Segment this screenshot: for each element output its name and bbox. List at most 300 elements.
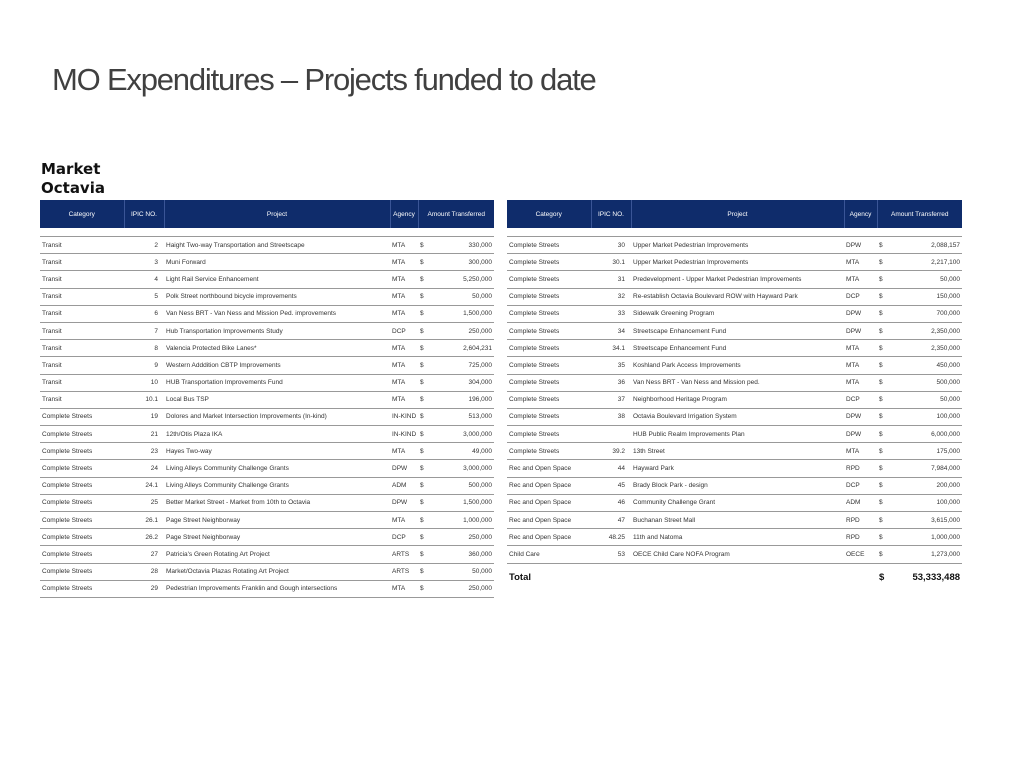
- row-ipic: 3: [124, 254, 164, 271]
- row-currency: $: [877, 494, 895, 511]
- row-currency: $: [418, 322, 434, 339]
- row-agency: DPW: [390, 460, 418, 477]
- row-amount: 450,000: [895, 357, 962, 374]
- row-currency: $: [418, 443, 434, 460]
- row-currency: $: [418, 580, 434, 597]
- row-amount: 50,000: [895, 391, 962, 408]
- row-currency: $: [418, 288, 434, 305]
- row-agency: MTA: [390, 512, 418, 529]
- row-project: Patricia's Green Rotating Art Project: [164, 546, 390, 563]
- projects-table-left: [40, 200, 494, 598]
- row-currency: $: [877, 443, 895, 460]
- row-ipic: 23: [124, 443, 164, 460]
- table-body: [40, 228, 494, 597]
- row-amount: 500,000: [895, 374, 962, 391]
- row-amount: 304,000: [434, 374, 494, 391]
- table-row: [507, 460, 962, 477]
- row-category: Transit: [40, 391, 124, 408]
- row-project: OECE Child Care NOFA Program: [631, 546, 844, 563]
- row-agency: MTA: [390, 305, 418, 322]
- header-ipic: IPIC NO.: [591, 200, 631, 228]
- row-agency: DPW: [390, 494, 418, 511]
- row-agency: ARTS: [390, 563, 418, 580]
- row-project: Pedestrian Improvements Franklin and Gough intersections: [164, 580, 390, 597]
- row-project: Hub Transportation Improvements Study: [164, 322, 390, 339]
- row-project: Octavia Boulevard Irrigation System: [631, 408, 844, 425]
- row-category: Transit: [40, 254, 124, 271]
- row-ipic: 36: [591, 374, 631, 391]
- header-amount: Amount Transferred: [877, 200, 962, 228]
- table-row: [40, 271, 494, 288]
- row-project: Hayes Two-way: [164, 443, 390, 460]
- row-currency: $: [877, 426, 895, 443]
- row-project: Brady Block Park - design: [631, 477, 844, 494]
- row-amount: 700,000: [895, 305, 962, 322]
- row-project: Sidewalk Greening Program: [631, 305, 844, 322]
- row-currency: $: [418, 254, 434, 271]
- row-project: Page Street Neighborway: [164, 512, 390, 529]
- row-ipic: 24: [124, 460, 164, 477]
- row-project: Re-establish Octavia Boulevard ROW with Hayward Park: [631, 288, 844, 305]
- row-category: Complete Streets: [40, 580, 124, 597]
- row-ipic: 37: [591, 391, 631, 408]
- row-project: Light Rail Service Enhancement: [164, 271, 390, 288]
- row-amount: 6,000,000: [895, 426, 962, 443]
- row-agency: DPW: [844, 408, 877, 425]
- row-project: HUB Public Realm Improvements Plan: [631, 426, 844, 443]
- header-category: Category: [507, 200, 591, 228]
- row-ipic: 8: [124, 340, 164, 357]
- page-title: MO Expenditures – Projects funded to date: [52, 62, 596, 97]
- spacer-row: [507, 228, 962, 237]
- row-amount: 250,000: [434, 580, 494, 597]
- row-agency: MTA: [844, 357, 877, 374]
- row-ipic: 10.1: [124, 391, 164, 408]
- table-row: [507, 494, 962, 511]
- row-amount: 1,273,000: [895, 546, 962, 563]
- table-row: [507, 443, 962, 460]
- table-row: [507, 529, 962, 546]
- row-category: Complete Streets: [40, 529, 124, 546]
- row-agency: ADM: [844, 494, 877, 511]
- row-project: Van Ness BRT - Van Ness and Mission Ped. improvements: [164, 305, 390, 322]
- table-row: [40, 443, 494, 460]
- row-agency: DCP: [844, 391, 877, 408]
- row-agency: OECE: [844, 546, 877, 563]
- row-currency: $: [418, 460, 434, 477]
- table-row: [40, 357, 494, 374]
- table-row: [40, 563, 494, 580]
- row-agency: DCP: [844, 288, 877, 305]
- row-project: 13th Street: [631, 443, 844, 460]
- row-category: Transit: [40, 340, 124, 357]
- row-currency: $: [418, 391, 434, 408]
- row-currency: $: [877, 374, 895, 391]
- row-category: Rec and Open Space: [507, 460, 591, 477]
- row-ipic: 28: [124, 563, 164, 580]
- table-row: [507, 426, 962, 443]
- row-ipic: 5: [124, 288, 164, 305]
- row-amount: 500,000: [434, 477, 494, 494]
- table-row: [40, 254, 494, 271]
- row-amount: 513,000: [434, 408, 494, 425]
- total-amount: 53,333,488: [912, 572, 961, 584]
- row-agency: DPW: [844, 322, 877, 339]
- row-project: Predevelopment - Upper Market Pedestrian Improvements: [631, 271, 844, 288]
- row-currency: $: [877, 357, 895, 374]
- row-amount: 100,000: [895, 494, 962, 511]
- row-project: 12th/Otis Plaza IKA: [164, 426, 390, 443]
- row-category: Complete Streets: [507, 374, 591, 391]
- table-row: [40, 305, 494, 322]
- row-category: Complete Streets: [40, 408, 124, 425]
- row-currency: $: [877, 529, 895, 546]
- table-row: [507, 340, 962, 357]
- table-row: [507, 374, 962, 391]
- row-project: Muni Forward: [164, 254, 390, 271]
- row-currency: $: [877, 391, 895, 408]
- row-project: Van Ness BRT - Van Ness and Mission ped.: [631, 374, 844, 391]
- row-currency: $: [418, 529, 434, 546]
- row-project: Valencia Protected Bike Lanes*: [164, 340, 390, 357]
- row-ipic: 9: [124, 357, 164, 374]
- row-amount: 196,000: [434, 391, 494, 408]
- row-ipic: 46: [591, 494, 631, 511]
- row-ipic: 53: [591, 546, 631, 563]
- row-project: Better Market Street - Market from 10th to Octavia: [164, 494, 390, 511]
- row-amount: 50,000: [895, 271, 962, 288]
- row-ipic: 6: [124, 305, 164, 322]
- row-project: Polk Street northbound bicycle improvements: [164, 288, 390, 305]
- row-currency: $: [877, 340, 895, 357]
- row-currency: $: [877, 512, 895, 529]
- table-row: [507, 288, 962, 305]
- row-agency: DCP: [390, 529, 418, 546]
- row-project: Community Challenge Grant: [631, 494, 844, 511]
- row-project: Koshland Park Access Improvements: [631, 357, 844, 374]
- row-ipic: 27: [124, 546, 164, 563]
- table-row: [40, 237, 494, 254]
- section-heading-line2: Octavia: [41, 179, 105, 197]
- row-currency: $: [418, 237, 434, 254]
- row-currency: $: [418, 477, 434, 494]
- table-row: [40, 546, 494, 563]
- row-ipic: 19: [124, 408, 164, 425]
- table-row: [40, 426, 494, 443]
- row-category: Rec and Open Space: [507, 477, 591, 494]
- row-category: Transit: [40, 271, 124, 288]
- row-amount: 360,000: [434, 546, 494, 563]
- table-row: [507, 322, 962, 339]
- row-ipic: [591, 426, 631, 443]
- row-category: Transit: [40, 357, 124, 374]
- row-currency: $: [418, 512, 434, 529]
- header-category: Category: [40, 200, 124, 228]
- row-amount: 250,000: [434, 322, 494, 339]
- row-agency: MTA: [390, 580, 418, 597]
- row-amount: 150,000: [895, 288, 962, 305]
- table-row: [507, 391, 962, 408]
- row-agency: MTA: [844, 271, 877, 288]
- row-ipic: 38: [591, 408, 631, 425]
- spacer-row: [40, 228, 494, 237]
- row-ipic: 26.1: [124, 512, 164, 529]
- header-agency: Agency: [390, 200, 418, 228]
- row-ipic: 33: [591, 305, 631, 322]
- table-body: [507, 228, 962, 563]
- row-project: Buchanan Street Mall: [631, 512, 844, 529]
- row-project: Living Alleys Community Challenge Grants: [164, 460, 390, 477]
- row-amount: 50,000: [434, 563, 494, 580]
- row-project: HUB Transportation Improvements Fund: [164, 374, 390, 391]
- row-ipic: 35: [591, 357, 631, 374]
- row-currency: $: [418, 563, 434, 580]
- row-agency: MTA: [390, 288, 418, 305]
- table-row: [507, 305, 962, 322]
- row-currency: $: [418, 408, 434, 425]
- row-project: Western Adddition CBTP Improvements: [164, 357, 390, 374]
- row-category: Complete Streets: [40, 494, 124, 511]
- row-category: Complete Streets: [507, 254, 591, 271]
- row-agency: MTA: [844, 340, 877, 357]
- row-amount: 3,000,000: [434, 426, 494, 443]
- projects-table-right: [507, 200, 962, 588]
- header-agency: Agency: [844, 200, 877, 228]
- row-ipic: 30.1: [591, 254, 631, 271]
- row-amount: 250,000: [434, 529, 494, 546]
- row-category: Complete Streets: [40, 477, 124, 494]
- section-heading-line1: Market: [41, 160, 101, 178]
- row-category: Complete Streets: [40, 443, 124, 460]
- row-currency: $: [877, 546, 895, 563]
- row-project: Living Alleys Community Challenge Grants: [164, 477, 390, 494]
- row-agency: DPW: [844, 426, 877, 443]
- table-row: [40, 408, 494, 425]
- row-project: Upper Market Pedestrian Improvements: [631, 254, 844, 271]
- row-ipic: 25: [124, 494, 164, 511]
- row-category: Complete Streets: [507, 443, 591, 460]
- row-amount: 200,000: [895, 477, 962, 494]
- row-category: Complete Streets: [507, 357, 591, 374]
- row-category: Transit: [40, 322, 124, 339]
- table-row: [40, 477, 494, 494]
- row-agency: MTA: [390, 374, 418, 391]
- row-agency: MTA: [844, 443, 877, 460]
- table-row: [507, 237, 962, 254]
- row-ipic: 32: [591, 288, 631, 305]
- row-agency: MTA: [390, 357, 418, 374]
- row-amount: 1,000,000: [434, 512, 494, 529]
- row-project: Page Street Neighborway: [164, 529, 390, 546]
- row-agency: DCP: [390, 322, 418, 339]
- row-amount: 2,088,157: [895, 237, 962, 254]
- row-project: Market/Octavia Plazas Rotating Art Project: [164, 563, 390, 580]
- row-ipic: 48.25: [591, 529, 631, 546]
- row-amount: 3,615,000: [895, 512, 962, 529]
- row-amount: 2,350,000: [895, 322, 962, 339]
- header-ipic: IPIC NO.: [124, 200, 164, 228]
- row-currency: $: [418, 305, 434, 322]
- row-category: Child Care: [507, 546, 591, 563]
- row-ipic: 2: [124, 237, 164, 254]
- table-row: [507, 254, 962, 271]
- row-amount: 2,604,231: [434, 340, 494, 357]
- row-ipic: 21: [124, 426, 164, 443]
- total-row: [507, 563, 962, 588]
- row-category: Rec and Open Space: [507, 494, 591, 511]
- row-agency: RPD: [844, 460, 877, 477]
- row-agency: DPW: [844, 237, 877, 254]
- row-ipic: 24.1: [124, 477, 164, 494]
- row-ipic: 4: [124, 271, 164, 288]
- table-row: [40, 494, 494, 511]
- row-project: Local Bus TSP: [164, 391, 390, 408]
- row-agency: ADM: [390, 477, 418, 494]
- row-amount: 1,000,000: [895, 529, 962, 546]
- row-category: Complete Streets: [40, 546, 124, 563]
- row-ipic: 31: [591, 271, 631, 288]
- row-agency: MTA: [390, 443, 418, 460]
- row-currency: $: [877, 305, 895, 322]
- row-currency: $: [418, 494, 434, 511]
- row-ipic: 47: [591, 512, 631, 529]
- table-row: [507, 408, 962, 425]
- row-agency: MTA: [390, 237, 418, 254]
- row-category: Complete Streets: [507, 305, 591, 322]
- row-amount: 300,000: [434, 254, 494, 271]
- header-project: Project: [631, 200, 844, 228]
- row-amount: 7,984,000: [895, 460, 962, 477]
- row-amount: 725,000: [434, 357, 494, 374]
- row-currency: $: [877, 408, 895, 425]
- row-amount: 175,000: [895, 443, 962, 460]
- row-currency: $: [877, 460, 895, 477]
- table-row: [40, 374, 494, 391]
- row-amount: 3,000,000: [434, 460, 494, 477]
- table-row: [40, 580, 494, 597]
- row-amount: 100,000: [895, 408, 962, 425]
- table-row: [40, 340, 494, 357]
- row-category: Complete Streets: [507, 288, 591, 305]
- row-agency: IN-KIND: [390, 408, 418, 425]
- table-row: [40, 529, 494, 546]
- row-ipic: 29: [124, 580, 164, 597]
- row-category: Transit: [40, 374, 124, 391]
- row-category: Complete Streets: [507, 237, 591, 254]
- row-currency: $: [418, 426, 434, 443]
- row-ipic: 30: [591, 237, 631, 254]
- row-agency: MTA: [390, 391, 418, 408]
- table-row: [507, 271, 962, 288]
- row-category: Complete Streets: [40, 563, 124, 580]
- row-currency: $: [418, 357, 434, 374]
- header-project: Project: [164, 200, 390, 228]
- row-currency: $: [877, 477, 895, 494]
- row-currency: $: [418, 271, 434, 288]
- row-agency: RPD: [844, 512, 877, 529]
- row-category: Transit: [40, 237, 124, 254]
- row-currency: $: [877, 237, 895, 254]
- table-row: [507, 357, 962, 374]
- table-row: [507, 546, 962, 563]
- row-category: Transit: [40, 305, 124, 322]
- total-currency: $: [879, 572, 885, 584]
- row-amount: 1,500,000: [434, 494, 494, 511]
- row-category: Transit: [40, 288, 124, 305]
- row-category: Complete Streets: [507, 322, 591, 339]
- row-agency: MTA: [844, 374, 877, 391]
- row-category: Complete Streets: [507, 340, 591, 357]
- table-header-row: [40, 200, 494, 228]
- row-currency: $: [418, 374, 434, 391]
- row-ipic: 45: [591, 477, 631, 494]
- row-currency: $: [877, 288, 895, 305]
- row-project: Streetscape Enhancement Fund: [631, 340, 844, 357]
- row-category: Complete Streets: [40, 460, 124, 477]
- row-currency: $: [877, 322, 895, 339]
- row-currency: $: [877, 254, 895, 271]
- row-category: Rec and Open Space: [507, 512, 591, 529]
- row-category: Complete Streets: [40, 512, 124, 529]
- row-agency: ARTS: [390, 546, 418, 563]
- row-ipic: 26.2: [124, 529, 164, 546]
- row-category: Complete Streets: [507, 391, 591, 408]
- row-agency: MTA: [390, 340, 418, 357]
- row-agency: IN-KIND: [390, 426, 418, 443]
- header-amount: Amount Transferred: [418, 200, 494, 228]
- row-category: Complete Streets: [507, 408, 591, 425]
- row-ipic: 10: [124, 374, 164, 391]
- row-agency: RPD: [844, 529, 877, 546]
- row-agency: DPW: [844, 305, 877, 322]
- row-project: Dolores and Market Intersection Improvements (In-kind): [164, 408, 390, 425]
- section-heading: [41, 160, 105, 198]
- table-row: [507, 512, 962, 529]
- row-project: Neighborhood Heritage Program: [631, 391, 844, 408]
- row-agency: MTA: [390, 254, 418, 271]
- row-amount: 5,250,000: [434, 271, 494, 288]
- row-category: Complete Streets: [507, 426, 591, 443]
- table-row: [40, 512, 494, 529]
- table-header-row: [507, 200, 962, 228]
- table-row: [40, 288, 494, 305]
- row-currency: $: [418, 546, 434, 563]
- row-amount: 49,000: [434, 443, 494, 460]
- row-ipic: 34.1: [591, 340, 631, 357]
- row-amount: 2,217,100: [895, 254, 962, 271]
- row-amount: 50,000: [434, 288, 494, 305]
- row-amount: 330,000: [434, 237, 494, 254]
- row-project: Hayward Park: [631, 460, 844, 477]
- row-amount: 1,500,000: [434, 305, 494, 322]
- row-project: Streetscape Enhancement Fund: [631, 322, 844, 339]
- row-amount: 2,350,000: [895, 340, 962, 357]
- row-agency: MTA: [390, 271, 418, 288]
- row-currency: $: [418, 340, 434, 357]
- row-ipic: 44: [591, 460, 631, 477]
- row-agency: DCP: [844, 477, 877, 494]
- row-project: Upper Market Pedestrian Improvements: [631, 237, 844, 254]
- table-row: [40, 391, 494, 408]
- row-category: Complete Streets: [507, 271, 591, 288]
- total-label: Total: [509, 572, 531, 584]
- table-row: [40, 460, 494, 477]
- table-row: [507, 477, 962, 494]
- row-ipic: 7: [124, 322, 164, 339]
- row-agency: MTA: [844, 254, 877, 271]
- row-project: 11th and Natoma: [631, 529, 844, 546]
- row-currency: $: [877, 271, 895, 288]
